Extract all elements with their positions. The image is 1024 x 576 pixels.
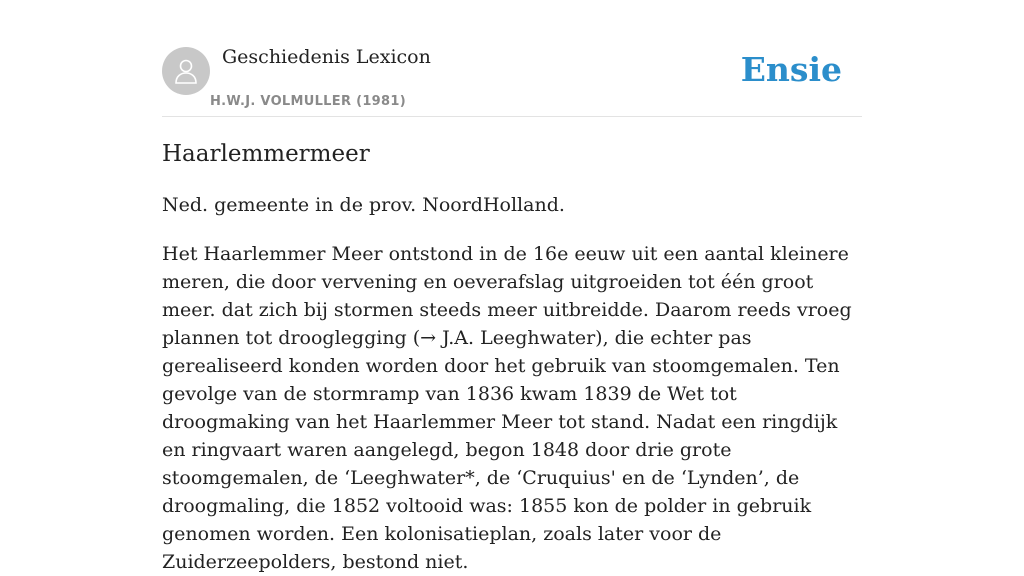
avatar[interactable] bbox=[162, 47, 210, 95]
lexicon-title[interactable]: Geschiedenis Lexicon bbox=[222, 46, 431, 68]
article-subtitle: Ned. gemeente in de prov. NoordHolland. bbox=[162, 194, 565, 216]
article-title: Haarlemmermeer bbox=[162, 141, 370, 167]
header bbox=[162, 0, 862, 117]
user-silhouette-icon bbox=[172, 57, 200, 85]
page-container bbox=[162, 0, 862, 573]
brand-logo[interactable]: Ensie bbox=[740, 50, 842, 89]
article-body: Het Haarlemmer Meer ontstond in de 16e eeuw uit een aantal kleinere meren, die door vervening en oeverafslag uitgroeiden tot één groot meer. dat zich bij stormen steeds meer uitbreidde. Daarom reeds vroeg plannen tot drooglegging (→ J.A. Leeghwater), die echter pas gerealiseerd konden worden door het gebruik van stoomgemalen. Ten gevolge van de stormramp van 1836 kwam 1839 de Wet tot droogmaking van het Haarlemmer Meer tot stand. Nadat een ringdijk en ringvaart waren aangelegd, begon 1848 door drie grote stoomgemalen, de ‘Leeghwater*, de ‘Cruquius' en de ‘Lynden’, de droogmaling, die 1852 voltooid was: 1855 kon de polder in gebruik genomen worden. Een kolonisatieplan, zoals later voor de Zuiderzeepolders, bestond niet. bbox=[162, 243, 852, 573]
author-label[interactable]: H.W.J. VOLMULLER (1981) bbox=[210, 94, 406, 109]
